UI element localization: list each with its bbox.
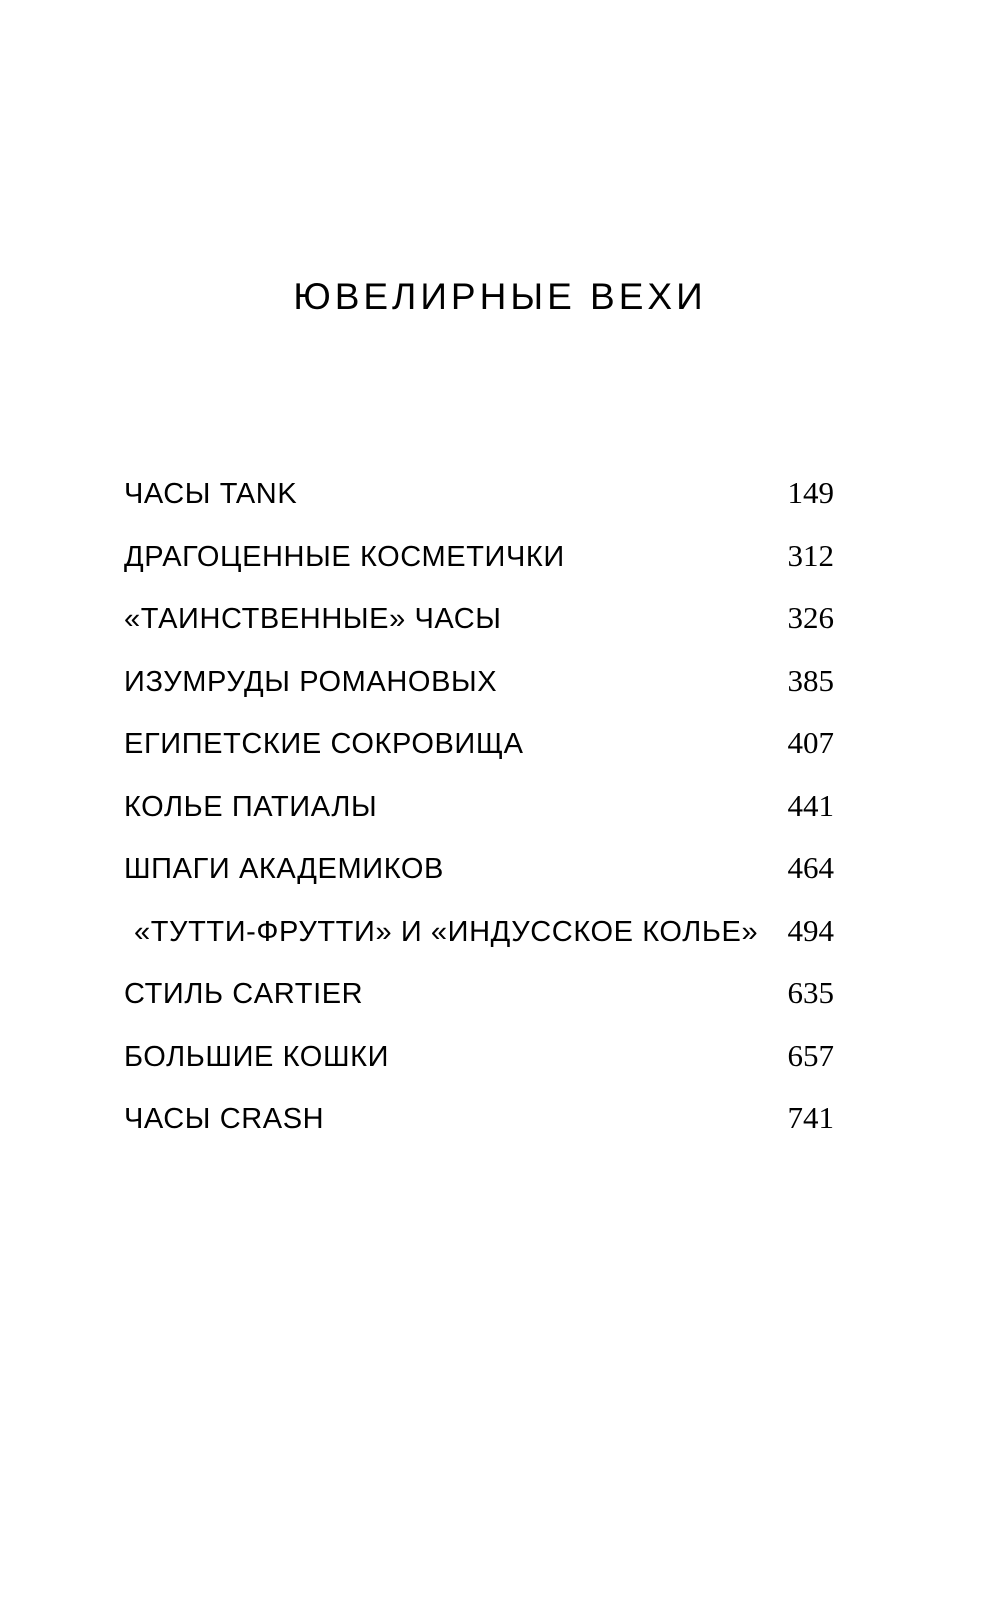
toc-entry bbox=[124, 1037, 834, 1103]
toc-entry-title: БОЛЬШИЕ КОШКИ bbox=[124, 1040, 390, 1073]
toc-entry bbox=[124, 1102, 834, 1165]
toc-entry-title: КОЛЬЕ ПАТИАЛЫ bbox=[124, 790, 378, 823]
toc-entry-page: 494 bbox=[787, 912, 834, 948]
toc-entry-title: ЧАСЫ TANK bbox=[124, 478, 298, 510]
toc-entry-title: ИЗУМРУДЫ РОМАНОВЫХ bbox=[124, 665, 498, 698]
toc-entry-title: ЕГИПЕТСКИЕ СОКРОВИЩА bbox=[124, 728, 524, 760]
toc-entry-page: 635 bbox=[787, 975, 834, 1010]
toc-entry bbox=[124, 662, 834, 728]
toc-entry bbox=[124, 852, 834, 915]
toc-entry-title: «ТУТТИ-ФРУТТИ» И «ИНДУССКОЕ КОЛЬЕ» bbox=[134, 915, 759, 948]
toc-entry-title: ДРАГОЦЕННЫЕ КОСМЕТИЧКИ bbox=[124, 540, 565, 573]
toc-entry-page: 657 bbox=[787, 1037, 834, 1073]
page-title: ЮВЕЛИРНЫЕ ВЕХИ bbox=[293, 276, 707, 317]
toc-entry-title: СТИЛЬ CARTIER bbox=[124, 978, 364, 1010]
toc-entry-title: «ТАИНСТВЕННЫЕ» ЧАСЫ bbox=[124, 603, 502, 635]
toc-entry-page: 149 bbox=[787, 475, 834, 510]
toc-entry-page: 326 bbox=[787, 600, 834, 635]
toc-entry-title: ШПАГИ АКАДЕМИКОВ bbox=[124, 853, 444, 885]
toc-entry-page: 385 bbox=[787, 662, 834, 698]
toc-entry bbox=[124, 912, 834, 978]
toc-entry-page: 407 bbox=[787, 725, 834, 760]
table-of-contents bbox=[124, 477, 834, 1165]
toc-entry bbox=[124, 537, 834, 603]
toc-entry bbox=[124, 977, 834, 1040]
toc-entry bbox=[124, 477, 834, 540]
toc-entry bbox=[124, 602, 834, 665]
toc-entry-page: 464 bbox=[787, 850, 834, 885]
toc-entry-page: 741 bbox=[787, 1100, 834, 1135]
toc-entry bbox=[124, 727, 834, 790]
toc-entry-title: ЧАСЫ CRASH bbox=[124, 1103, 325, 1135]
toc-entry-page: 441 bbox=[787, 787, 834, 823]
toc-entry bbox=[124, 787, 834, 853]
toc-entry-page: 312 bbox=[787, 537, 834, 573]
